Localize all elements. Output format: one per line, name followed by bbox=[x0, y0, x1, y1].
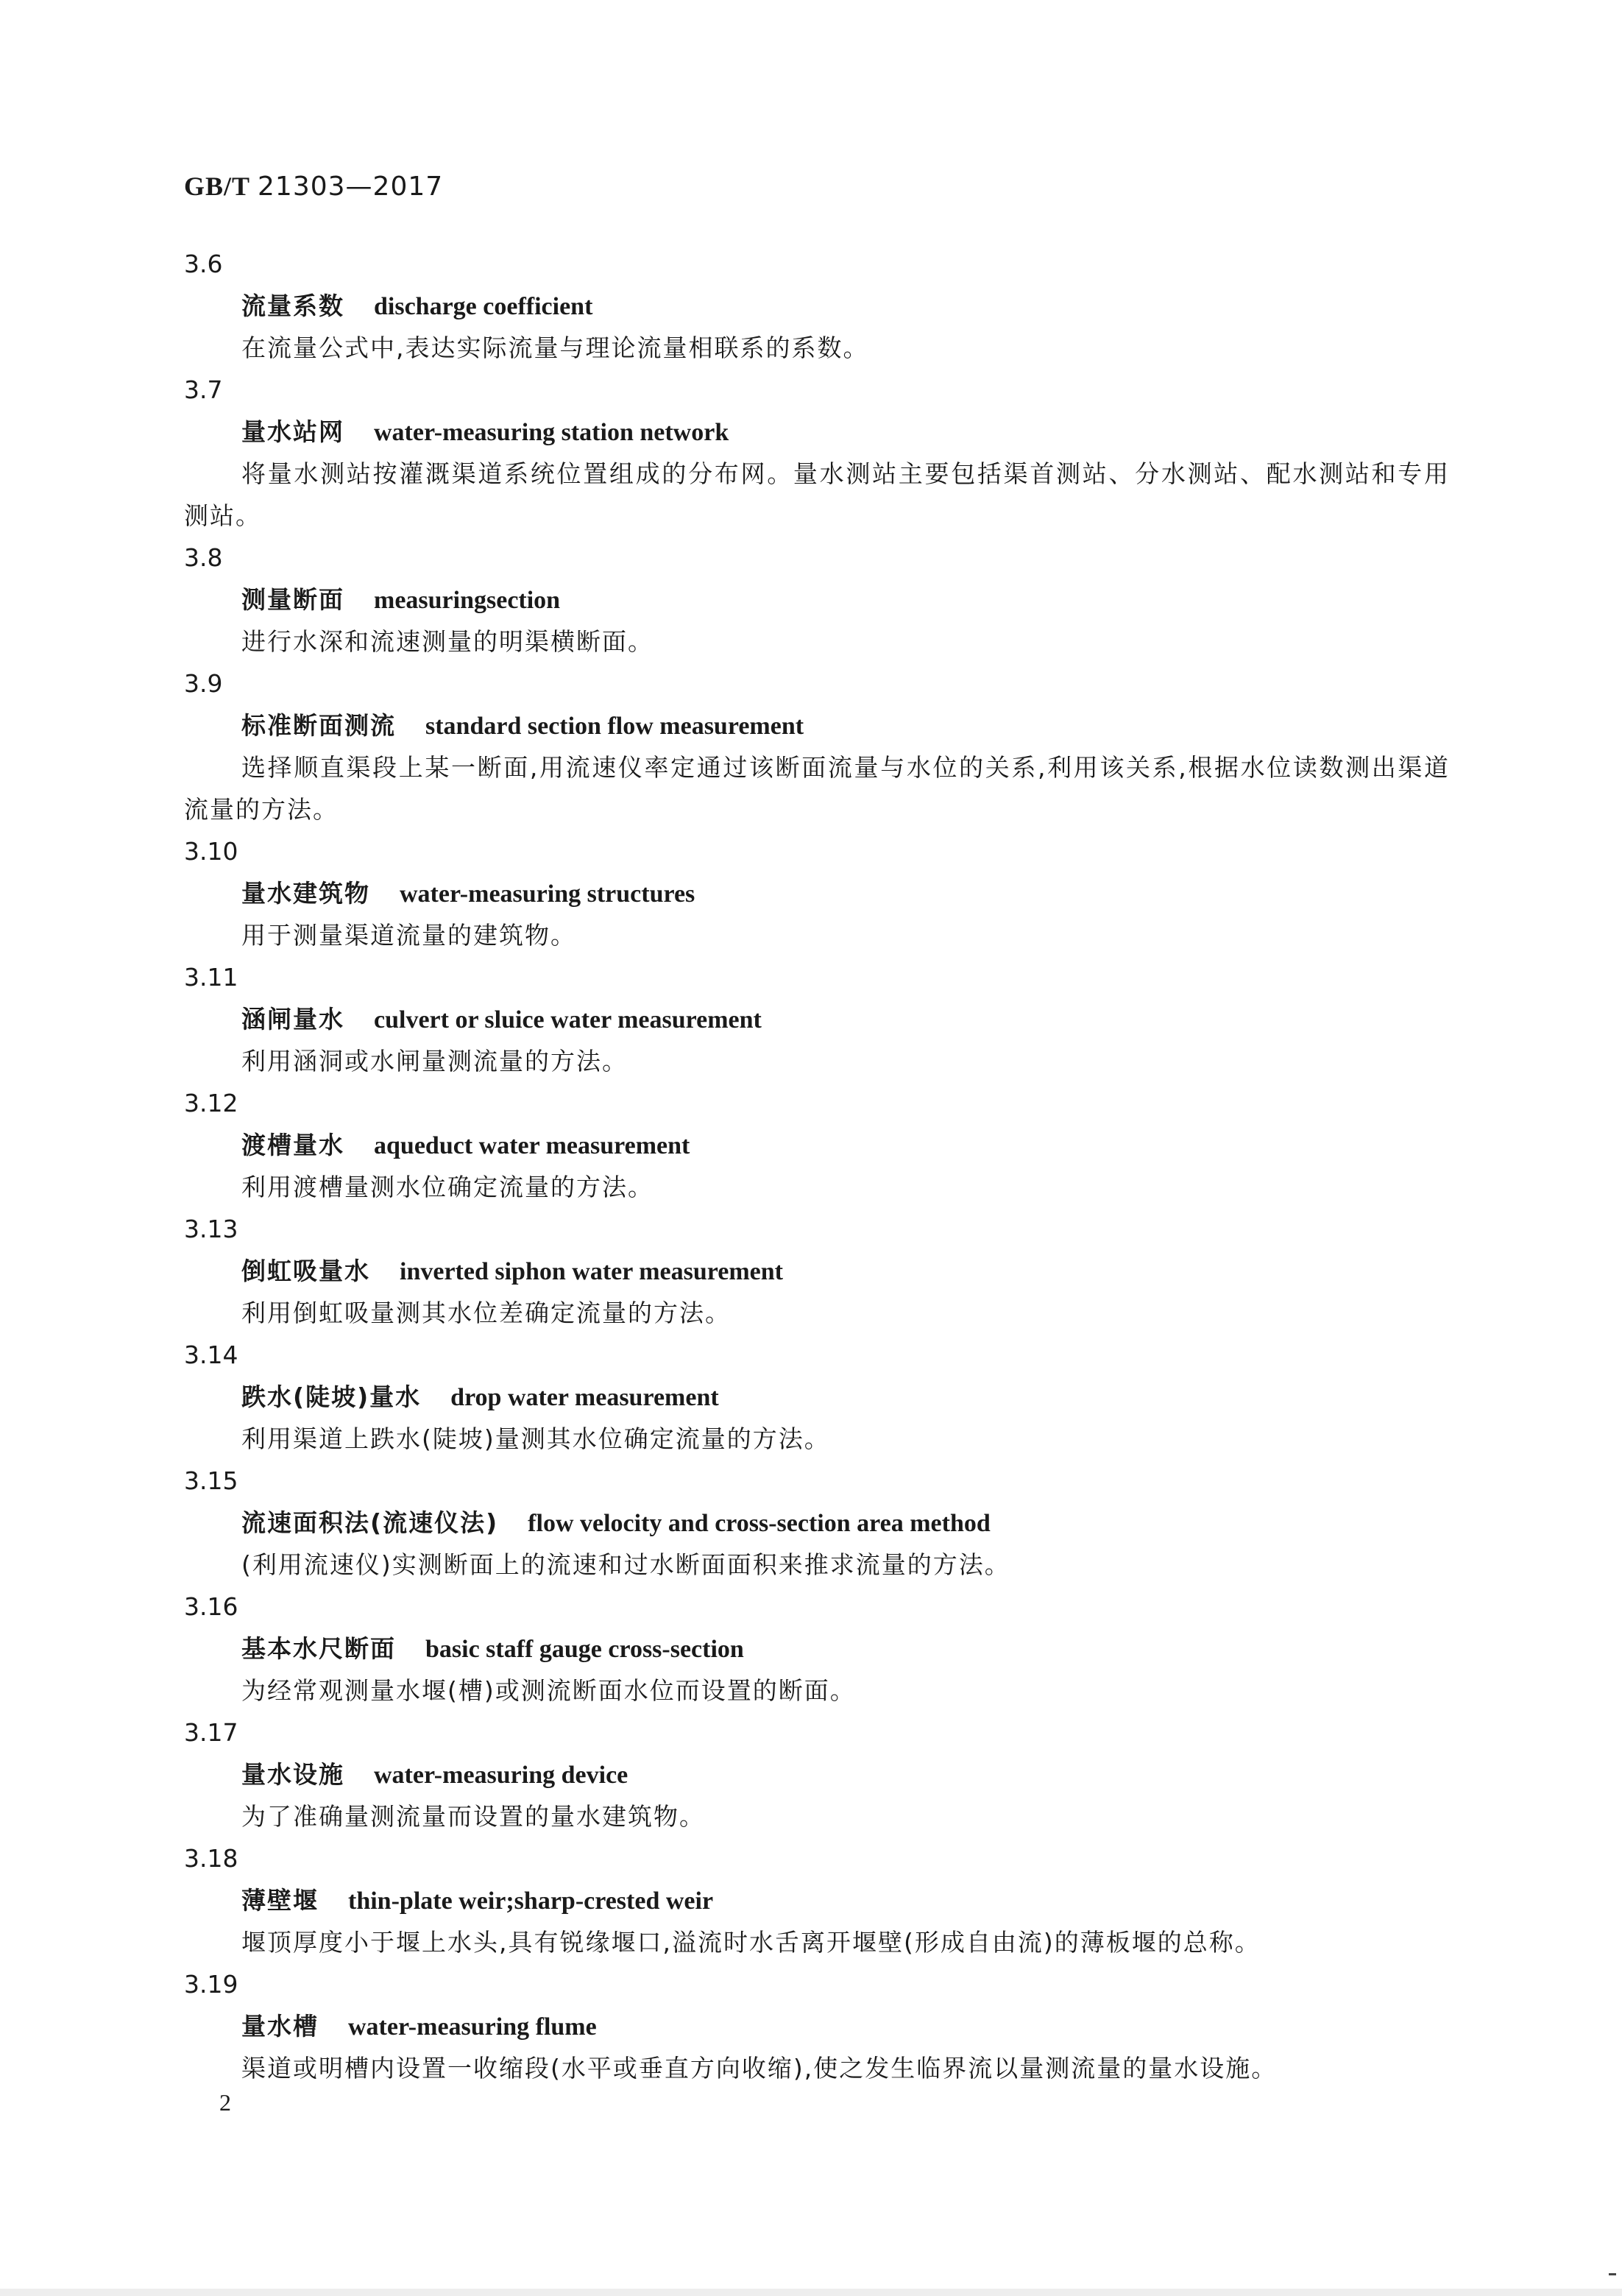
term-entry bbox=[184, 1208, 1450, 1334]
term-definition: 进行水深和流速测量的明渠横断面。 bbox=[241, 627, 654, 656]
entry-number: 3.17 bbox=[184, 1718, 238, 1747]
term-english: standard section flow measurement bbox=[425, 713, 804, 740]
term-definition: 利用渠道上跌水(陡坡)量测其水位确定流量的方法。 bbox=[241, 1424, 830, 1453]
term-definition: 在流量公式中,表达实际流量与理论流量相联系的系数。 bbox=[241, 333, 869, 362]
term-english: culvert or sluice water measurement bbox=[374, 1006, 762, 1034]
page-number: 2 bbox=[219, 2089, 231, 2116]
term-chinese: 涵闸量水 bbox=[241, 1005, 344, 1034]
term-chinese: 量水设施 bbox=[241, 1760, 344, 1789]
term-entry bbox=[184, 1963, 1450, 2089]
term-chinese: 渡槽量水 bbox=[241, 1131, 344, 1159]
term-line bbox=[184, 1628, 1450, 1670]
term-entry bbox=[184, 243, 1450, 369]
scan-edge-mark bbox=[1609, 2273, 1616, 2275]
term-entry bbox=[184, 1837, 1450, 1963]
term-definition: 利用渡槽量测水位确定流量的方法。 bbox=[241, 1173, 654, 1201]
term-english: water-measuring structures bbox=[400, 880, 695, 908]
term-line bbox=[184, 998, 1450, 1040]
term-english: thin-plate weir;sharp-crested weir bbox=[348, 1887, 714, 1915]
term-english: water-measuring station network bbox=[374, 419, 729, 446]
term-english: discharge coefficient bbox=[374, 293, 593, 320]
term-chinese: 量水槽 bbox=[241, 2012, 319, 2041]
entry-number: 3.10 bbox=[184, 837, 238, 866]
term-definition: (利用流速仪)实测断面上的流速和过水断面面积来推求流量的方法。 bbox=[241, 1550, 1010, 1579]
term-line bbox=[184, 285, 1450, 327]
term-chinese: 测量断面 bbox=[241, 585, 344, 614]
entry-number: 3.11 bbox=[184, 963, 238, 992]
entry-number: 3.7 bbox=[184, 375, 223, 404]
term-line bbox=[184, 411, 1450, 453]
term-entry bbox=[184, 956, 1450, 1082]
term-line bbox=[184, 1753, 1450, 1795]
entry-number: 3.9 bbox=[184, 669, 223, 698]
term-line bbox=[184, 1376, 1450, 1418]
entry-number: 3.19 bbox=[184, 1970, 238, 1999]
term-line bbox=[184, 1879, 1450, 1921]
term-chinese: 基本水尺断面 bbox=[241, 1634, 396, 1663]
term-chinese: 标准断面测流 bbox=[241, 711, 396, 740]
entry-number: 3.13 bbox=[184, 1215, 238, 1243]
entry-number: 3.14 bbox=[184, 1340, 238, 1369]
page-header bbox=[184, 171, 443, 202]
term-entry bbox=[184, 663, 1450, 830]
term-english: water-measuring flume bbox=[348, 2013, 597, 2041]
term-entry bbox=[184, 1334, 1450, 1460]
term-definition: 为经常观测量水堰(槽)或测流断面水位而设置的断面。 bbox=[241, 1676, 856, 1705]
term-entry bbox=[184, 1586, 1450, 1712]
term-definition: 利用倒虹吸量测其水位差确定流量的方法。 bbox=[241, 1299, 731, 1327]
term-english: inverted siphon water measurement bbox=[400, 1258, 783, 1285]
term-definition: 为了准确量测流量而设置的量水建筑物。 bbox=[241, 1802, 705, 1831]
term-definition: 用于测量渠道流量的建筑物。 bbox=[241, 921, 576, 950]
term-definition: 将量水测站按灌溉渠道系统位置组成的分布网。量水测站主要包括渠首测站、分水测站、配水测站和专用测站。 bbox=[184, 459, 1450, 530]
standard-number: 21303—2017 bbox=[258, 172, 444, 202]
term-entry bbox=[184, 1460, 1450, 1586]
term-line bbox=[184, 1502, 1450, 1544]
entry-number: 3.15 bbox=[184, 1466, 238, 1495]
term-entry bbox=[184, 1712, 1450, 1837]
term-english: water-measuring device bbox=[374, 1762, 628, 1789]
term-line bbox=[184, 579, 1450, 621]
term-definition: 利用涵洞或水闸量测流量的方法。 bbox=[241, 1047, 628, 1075]
entry-number: 3.16 bbox=[184, 1592, 238, 1621]
term-chinese: 量水站网 bbox=[241, 417, 344, 446]
term-list bbox=[184, 243, 1450, 2089]
term-english: basic staff gauge cross-section bbox=[425, 1636, 744, 1663]
term-line bbox=[184, 2005, 1450, 2047]
entry-number: 3.12 bbox=[184, 1089, 238, 1117]
term-chinese: 倒虹吸量水 bbox=[241, 1257, 370, 1285]
scan-bottom-strip bbox=[0, 2289, 1622, 2296]
term-definition: 渠道或明槽内设置一收缩段(水平或垂直方向收缩),使之发生临界流以量测流量的量水设施。 bbox=[241, 2054, 1278, 2083]
term-chinese: 量水建筑物 bbox=[241, 879, 370, 908]
term-entry bbox=[184, 1082, 1450, 1208]
term-definition: 堰顶厚度小于堰上水头,具有锐缘堰口,溢流时水舌离开堰壁(形成自由流)的薄板堰的总称。 bbox=[241, 1928, 1261, 1957]
term-line bbox=[184, 1250, 1450, 1292]
term-chinese: 跌水(陡坡)量水 bbox=[241, 1382, 422, 1411]
entry-number: 3.6 bbox=[184, 250, 223, 278]
term-chinese: 薄壁堰 bbox=[241, 1886, 319, 1915]
term-entry bbox=[184, 369, 1450, 537]
term-line bbox=[184, 1124, 1450, 1166]
term-english: drop water measurement bbox=[450, 1384, 719, 1411]
term-english: aqueduct water measurement bbox=[374, 1132, 690, 1159]
term-line bbox=[184, 872, 1450, 914]
term-chinese: 流速面积法(流速仪法) bbox=[241, 1508, 499, 1537]
term-english: measuringsection bbox=[374, 587, 561, 614]
entry-number: 3.18 bbox=[184, 1844, 238, 1873]
term-entry bbox=[184, 537, 1450, 663]
term-english: flow velocity and cross-section area method bbox=[528, 1510, 991, 1537]
term-definition: 选择顺直渠段上某一断面,用流速仪率定通过该断面流量与水位的关系,利用该关系,根据水位读数测出渠道流量的方法。 bbox=[184, 753, 1450, 824]
entry-number: 3.8 bbox=[184, 543, 223, 572]
standard-code: GB/T bbox=[184, 172, 251, 201]
term-entry bbox=[184, 830, 1450, 956]
term-chinese: 流量系数 bbox=[241, 292, 344, 320]
term-line bbox=[184, 704, 1450, 746]
